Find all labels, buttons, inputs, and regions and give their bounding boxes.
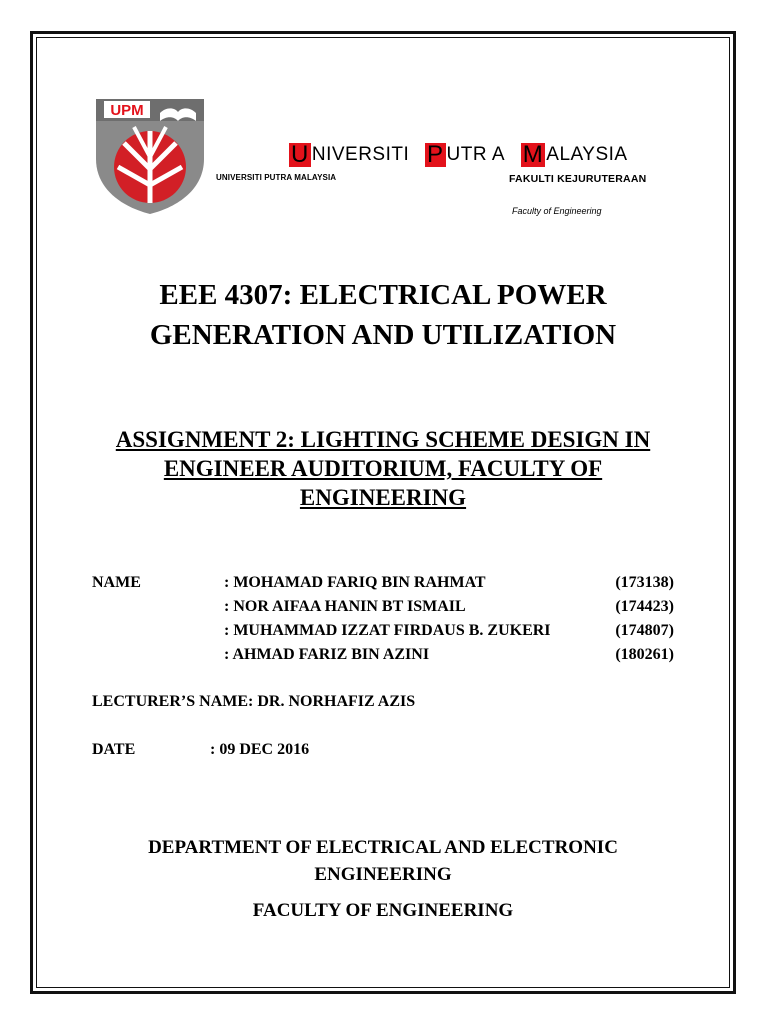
department-line: DEPARTMENT OF ELECTRICAL AND ELECTRONIC (148, 837, 618, 858)
initial-u: U (291, 141, 309, 168)
member-id: (173138) (615, 574, 674, 591)
faculty-english: Faculty of Engineering (512, 206, 602, 216)
logo-text: UPM (110, 102, 144, 119)
assignment-title-line: ENGINEER AUDITORIUM, FACULTY OF (163, 456, 603, 481)
initial-m: M (522, 141, 544, 168)
member-name: : NOR AIFAA HANIN BT ISMAIL (224, 598, 466, 615)
department-line: ENGINEERING (314, 864, 452, 885)
member-name: : AHMAD FARIZ BIN AZINI (224, 646, 430, 663)
university-subtitle: UNIVERSITI PUTRA MALAYSIA (216, 173, 337, 182)
initial-p: P (427, 141, 444, 168)
department-name (100, 834, 666, 888)
course-title (100, 275, 666, 355)
assignment-title-line: ENGINEERING (299, 485, 467, 510)
upm-logo-icon (94, 97, 206, 215)
course-title-line: GENERATION AND UTILIZATION (149, 319, 617, 351)
member-id: (180261) (615, 646, 674, 663)
date-value: : 09 DEC 2016 (210, 741, 310, 758)
date-label: DATE (92, 741, 136, 758)
member-id: (174807) (615, 622, 674, 639)
faculty-footer: FACULTY OF ENGINEERING (252, 900, 514, 921)
course-title-line: EEE 4307: ELECTRICAL POWER (159, 279, 607, 311)
member-id: (174423) (615, 598, 674, 615)
university-name: U NIVERSITI P UTR A M ALAYSIA (291, 141, 628, 168)
faculty-malay: FAKULTI KEJURUTERAAN (509, 173, 647, 185)
member-name: : MOHAMAD FARIQ BIN RAHMAT (224, 574, 486, 591)
member-name: : MUHAMMAD IZZAT FIRDAUS B. ZUKERI (224, 622, 551, 639)
assignment-title (100, 425, 666, 512)
name-label: NAME (92, 574, 141, 591)
assignment-title-line: ASSIGNMENT 2: LIGHTING SCHEME DESIGN IN (115, 427, 651, 452)
lecturer-name: LECTURER’S NAME: DR. NORHAFIZ AZIS (92, 693, 416, 710)
